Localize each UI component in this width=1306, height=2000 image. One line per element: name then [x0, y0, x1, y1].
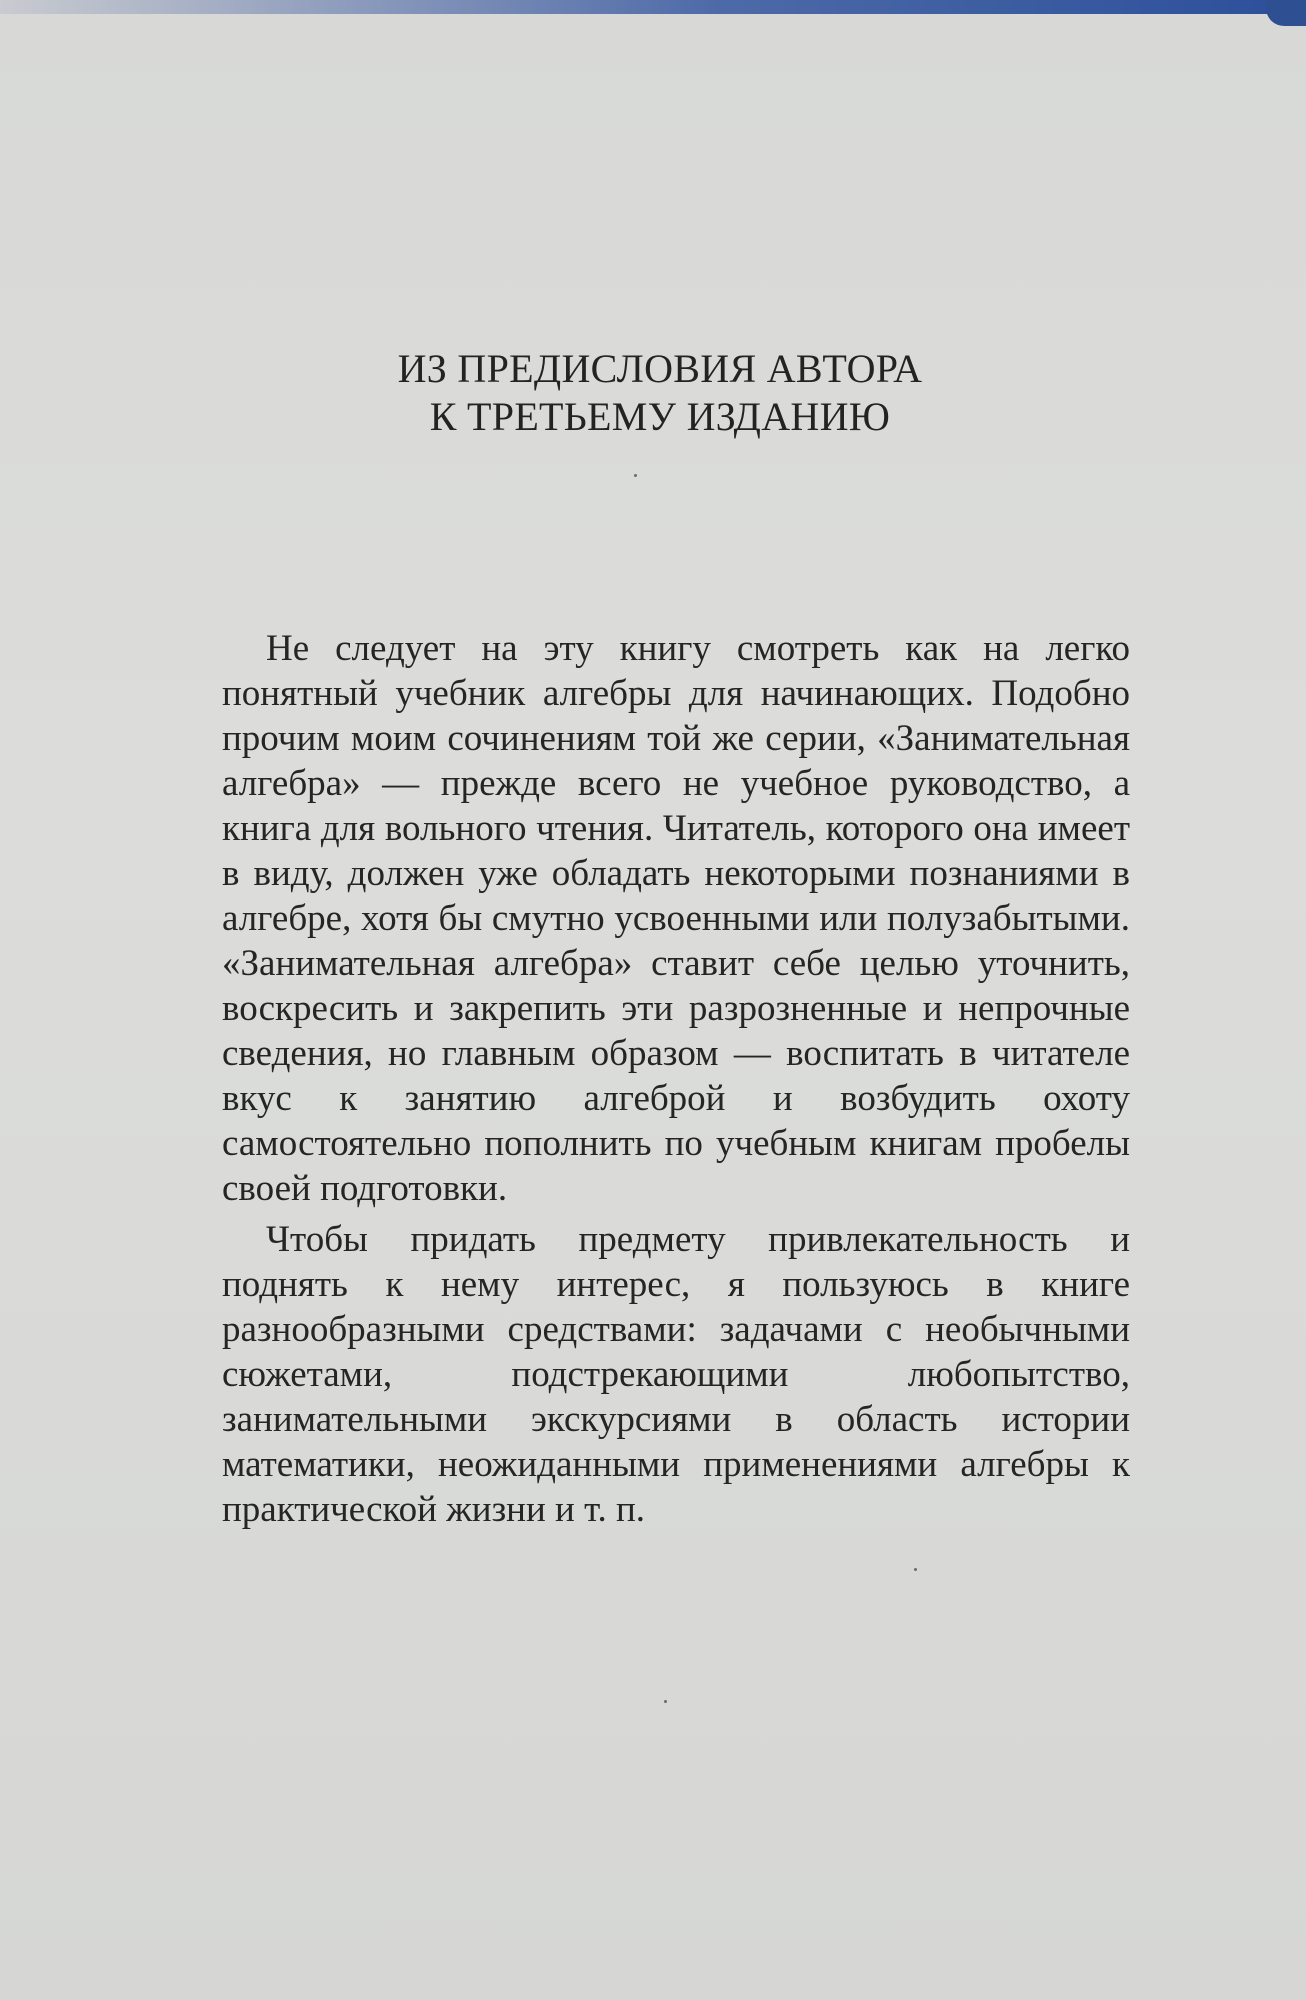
- paper-speck: [914, 1568, 917, 1571]
- page-heading: [330, 345, 990, 441]
- heading-line-1: ИЗ ПРЕДИСЛОВИЯ АВТОРА: [397, 346, 923, 391]
- paper-speck: [664, 1700, 667, 1703]
- paragraph-1: Не следует на эту книгу смотреть как на легко понятный учебник алгебры для начинающих. Подобно прочим моим сочинениям той же серии, «Занимательная алгебра» — прежде всего не учебное руководство, а книга для вольного чтения. Читатель, которого она имеет в виду, должен уже обладать некоторыми познаниями в алгебре, хотя бы смутно усвоенными или полузабытыми. «Занимательная алгебра» ставит себе целью уточнить, воскресить и закрепить эти разрозненные и непрочные сведения, но главным образом — воспитать в читателе вкус к занятию алгеброй и возбудить охоту самостоятельно пополнить по учебным книгам пробелы своей подготовки.: [222, 628, 1130, 1209]
- heading-line-2: К ТРЕТЬЕМУ ИЗДАНИЮ: [429, 394, 891, 439]
- preface-body: [222, 626, 1130, 1532]
- paper-speck: [634, 474, 637, 477]
- paragraph-2: Чтобы придать предмету привлекательность и поднять к нему интерес, я пользуюсь в книге разнообразными средствами: задачами с необычными сюжетами, подстрекающими любопытство, занимательными экскурсиями в область истории математики, неожиданными применениями алгебры к практической жизни и т. п.: [222, 1219, 1130, 1530]
